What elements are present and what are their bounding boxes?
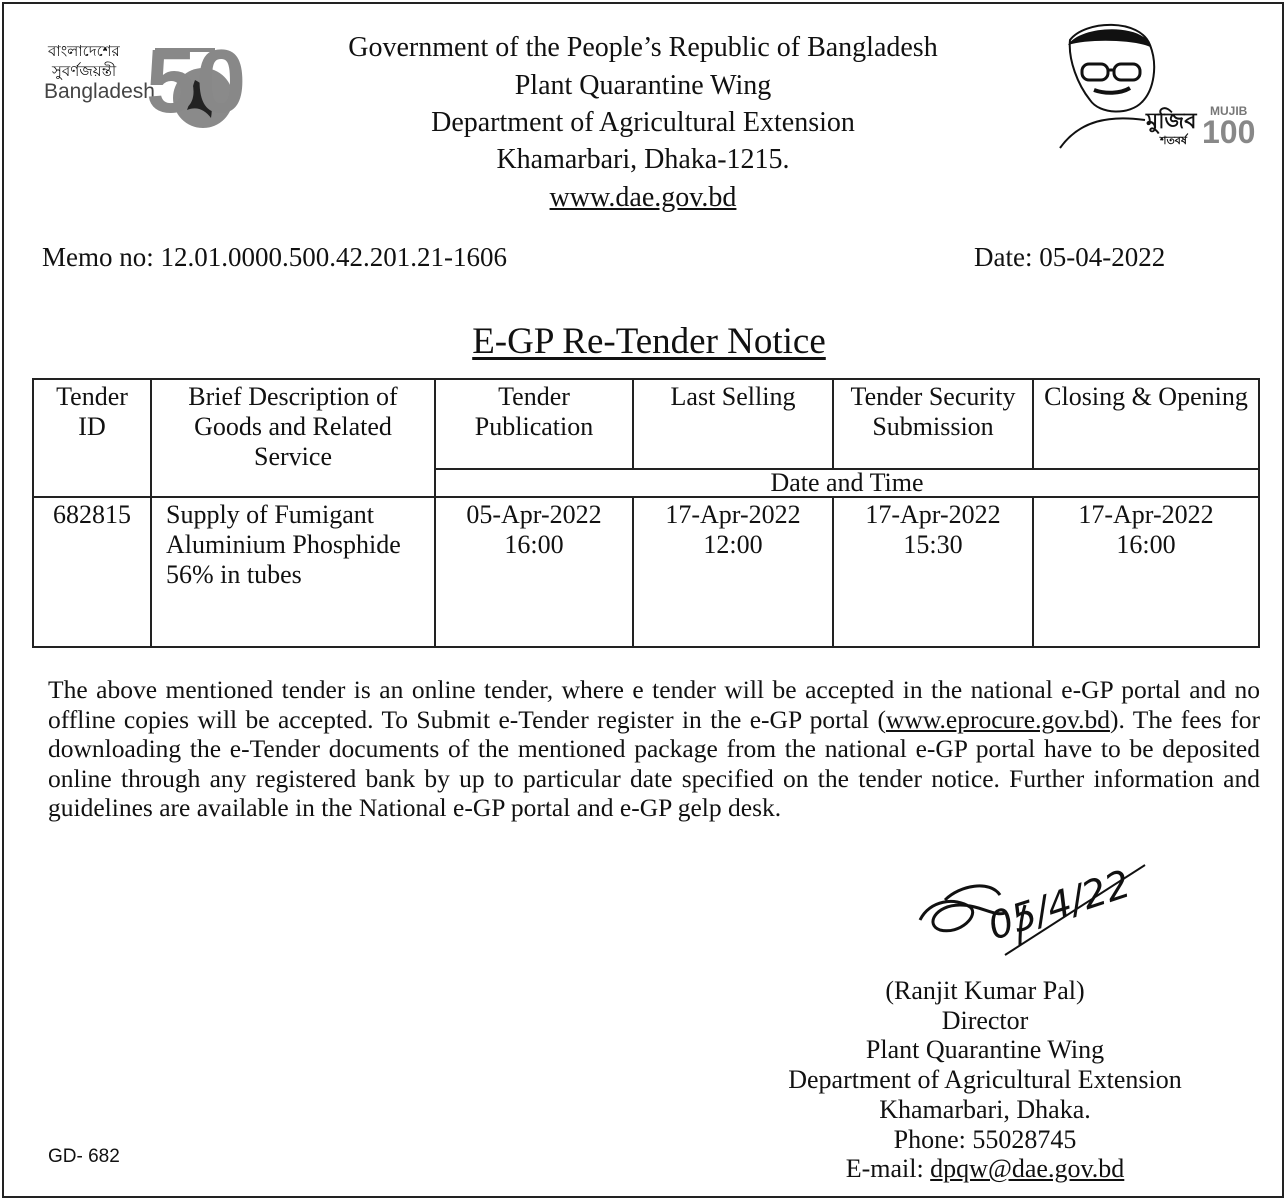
tender-table — [32, 378, 1260, 648]
table-row — [33, 497, 1259, 647]
mujib-english: MUJIB — [1210, 104, 1248, 118]
logo-english-text: Bangladesh — [44, 80, 155, 103]
phone-value: 55028745 — [972, 1124, 1077, 1154]
logo-bangla-line2: সুবর্ণজয়ন্তী — [52, 62, 117, 80]
header-address: Khamarbari, Dhaka-1215. — [496, 144, 790, 175]
signatory-department: Department of Agricultural Extension — [788, 1065, 1182, 1095]
paragraph-part2: ). The fees for downloading the e-Tender documents of the mentioned package from the national e-GP portal have to be deposited online through any registered bank by up to particular date specified on the tender notice. Further information and guidelines are available in the National e-GP portal and e-GP gelp desk. — [48, 704, 1260, 822]
header-tender-id: Tender ID — [33, 379, 151, 497]
signatory-designation: Director — [941, 1005, 1029, 1035]
memo-date — [974, 242, 1165, 273]
header-wing: Plant Quarantine Wing — [514, 70, 772, 101]
security-time: 15:30 — [903, 530, 963, 559]
publication-date: 05-Apr-2022 — [466, 500, 602, 529]
email-label: E-mail: — [845, 1154, 924, 1184]
gd-number: GD- 682 — [48, 1146, 120, 1167]
header-department: Department of Agricultural Extension — [431, 107, 855, 138]
date-value: 05-04-2022 — [1039, 242, 1166, 272]
logo-number: 50 — [146, 32, 247, 132]
header-security: Tender Security Submission — [833, 379, 1033, 469]
cell-publication — [435, 497, 633, 647]
handwritten-signature — [900, 845, 1160, 975]
memo-label: Memo no: — [42, 242, 154, 272]
website-link[interactable]: www.dae.gov.bd — [549, 182, 737, 213]
eprocure-link[interactable]: www.eprocure.gov.bd — [885, 704, 1110, 734]
mujib-centenary-logo — [1050, 20, 1255, 155]
header-date-time: Date and Time — [435, 469, 1259, 497]
header-last-selling: Last Selling — [633, 379, 833, 469]
mujib-number: 100 — [1202, 114, 1256, 150]
memo-value: 12.01.0000.500.42.201.21-1606 — [160, 242, 507, 272]
email-link[interactable]: dpqw@dae.gov.bd — [930, 1154, 1125, 1184]
security-date: 17-Apr-2022 — [865, 500, 1001, 529]
notice-paragraph — [48, 675, 1260, 823]
header-government: Government of the People’s Republic of Bangladesh — [348, 32, 938, 63]
header-publication: Tender Publication — [435, 379, 633, 469]
table-header-row — [33, 379, 1259, 469]
cell-description: Supply of Fumigant Aluminium Phosphide 56% in tubes — [151, 497, 435, 647]
header-description: Brief Description of Goods and Related Service — [151, 379, 435, 497]
notice-title — [0, 320, 1286, 363]
header-website[interactable] — [0, 180, 1286, 216]
cell-tender-id: 682815 — [33, 497, 151, 647]
publication-time: 16:00 — [504, 530, 564, 559]
signatory-address: Khamarbari, Dhaka. — [879, 1094, 1091, 1124]
signatory-block — [720, 976, 1250, 1184]
signatory-office: Plant Quarantine Wing — [865, 1035, 1105, 1065]
notice-title-text: E-GP Re-Tender Notice — [472, 321, 826, 362]
paragraph-part1: The above mentioned tender is an online tender, where e tender will be accepted in the national e-GP portal and no offline copies will be accepted. To Submit e-Tender register in the e-GP portal ( — [48, 675, 1260, 734]
closing-date: 17-Apr-2022 — [1078, 500, 1214, 529]
signatory-email — [720, 1154, 1250, 1184]
phone-label: Phone: — [893, 1124, 966, 1154]
memo-number — [42, 242, 507, 273]
cell-security — [833, 497, 1033, 647]
signatory-name: (Ranjit Kumar Pal) — [885, 976, 1085, 1005]
last-selling-time: 12:00 — [703, 530, 763, 559]
last-selling-date: 17-Apr-2022 — [665, 500, 801, 529]
cell-closing — [1033, 497, 1259, 647]
cell-last-selling — [633, 497, 833, 647]
signature-date: 05/4/22 — [982, 861, 1136, 949]
mujib-bangla-sub: শতবর্ষ — [1160, 134, 1187, 147]
signatory-phone — [720, 1125, 1250, 1155]
mujib-bangla: মুজিব — [1146, 109, 1197, 134]
logo-bangla-line1: বাংলাদেশের — [48, 42, 120, 60]
date-label: Date: — [974, 242, 1033, 272]
header-closing: Closing & Opening — [1033, 379, 1259, 469]
closing-time: 16:00 — [1116, 530, 1176, 559]
